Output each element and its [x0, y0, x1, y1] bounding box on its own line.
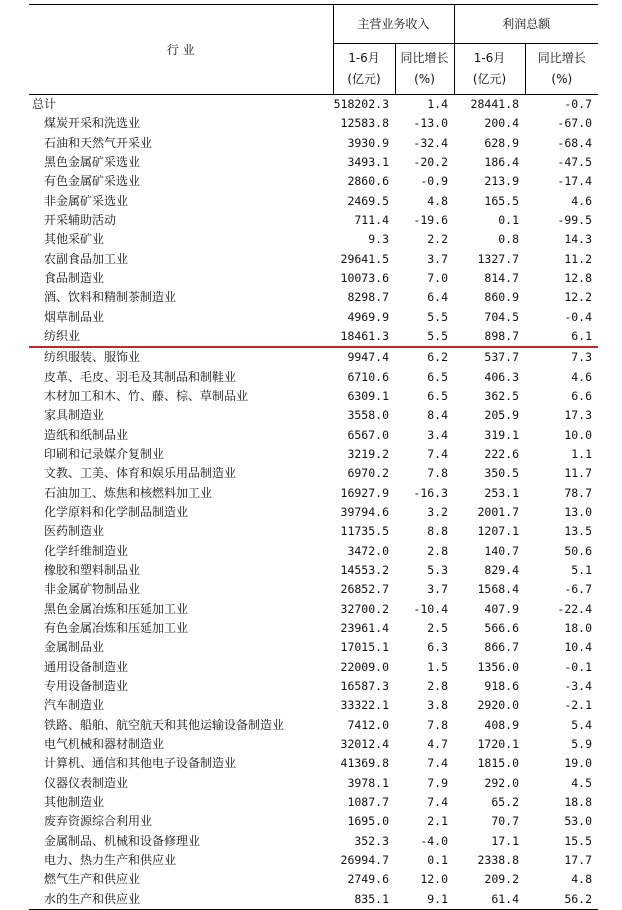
header-revenue-group: 主营业务收入	[333, 5, 454, 44]
table-row	[29, 696, 598, 715]
industry-name: 石油和天然气开采业	[44, 135, 153, 150]
revenue-value: 17015.1	[340, 640, 389, 655]
industry-name: 化学原料和化学制品制造业	[44, 505, 189, 520]
profit-growth-value: 17.3	[564, 408, 593, 423]
revenue-value: 12583.8	[340, 116, 389, 131]
profit-value: 898.7	[454, 327, 525, 347]
industry-name: 农副食品加工业	[44, 251, 129, 266]
profit-value: 2920.0	[477, 698, 520, 713]
profit-growth-value: 10.4	[564, 640, 593, 655]
revenue-growth-value: 3.4	[427, 427, 449, 442]
industry-name: 纺织业	[29, 327, 333, 347]
revenue-value: 7412.0	[347, 717, 389, 732]
industry-name: 家具制造业	[44, 408, 105, 423]
revenue-value: 26994.7	[340, 852, 389, 867]
industry-table-container	[29, 4, 598, 910]
profit-value: 213.9	[484, 174, 520, 189]
revenue-growth-value: 7.9	[427, 775, 449, 790]
revenue-value: 32012.4	[340, 736, 389, 751]
table-row	[29, 153, 598, 172]
industry-name: 汽车制造业	[44, 698, 105, 713]
profit-value: 350.5	[484, 466, 520, 481]
revenue-value: 6710.6	[347, 369, 389, 384]
revenue-value: 835.1	[333, 889, 395, 909]
profit-growth-value: 78.7	[564, 485, 593, 500]
table-row	[29, 831, 598, 850]
revenue-value: 2469.5	[347, 193, 389, 208]
revenue-growth-value: 2.8	[427, 543, 449, 558]
profit-value: 253.1	[484, 485, 520, 500]
header-profit-group: 利润总额	[454, 5, 598, 44]
profit-value: 628.9	[484, 135, 520, 150]
profit-growth-value: 17.7	[564, 852, 593, 867]
profit-growth-value: -6.7	[564, 582, 593, 597]
profit-growth-value: 5.4	[571, 717, 593, 732]
revenue-value: 6970.2	[347, 466, 389, 481]
table-row	[29, 192, 598, 211]
industry-name: 石油加工、炼焦和核燃料加工业	[44, 485, 213, 500]
profit-value: 319.1	[484, 427, 520, 442]
profit-value: 17.1	[491, 833, 520, 848]
profit-value: 408.9	[484, 717, 520, 732]
table-row	[29, 269, 598, 288]
profit-value: 704.5	[484, 309, 520, 324]
table-row	[29, 773, 598, 792]
profit-value: 406.3	[484, 369, 520, 384]
table-row	[29, 114, 598, 133]
revenue-value: 33322.1	[340, 698, 389, 713]
revenue-value: 3978.1	[347, 775, 389, 790]
profit-value: 209.2	[484, 872, 520, 887]
profit-value: 566.6	[484, 621, 520, 636]
profit-value: 1815.0	[477, 756, 520, 771]
table-row	[29, 503, 598, 522]
revenue-growth-value: 12.0	[420, 872, 449, 887]
profit-value: 1720.1	[477, 736, 520, 751]
header-revenue-growth	[395, 44, 454, 95]
revenue-growth-value: 7.8	[427, 466, 449, 481]
revenue-value: 10073.6	[340, 271, 389, 286]
profit-growth-value: 11.7	[564, 466, 593, 481]
profit-growth-value: 13.5	[564, 524, 593, 539]
profit-value: 200.4	[484, 116, 520, 131]
profit-value: 186.4	[484, 155, 520, 170]
profit-growth-value: -22.4	[557, 601, 593, 616]
industry-name: 煤炭开采和洗选业	[44, 116, 141, 131]
header-revenue-unit: (亿元)	[347, 72, 381, 86]
industry-name: 酒、饮料和精制茶制造业	[44, 290, 177, 305]
industry-name: 仪器仪表制造业	[44, 775, 129, 790]
table-body	[29, 95, 598, 910]
profit-growth-value: 4.6	[571, 193, 593, 208]
revenue-growth-value: -0.9	[420, 174, 449, 189]
revenue-growth-value: 7.4	[427, 447, 449, 462]
industry-name: 金属制品、机械和设备修理业	[44, 833, 201, 848]
industry-name: 电气机械和器材制造业	[44, 736, 165, 751]
header-revenue-period-label: 1-6月	[348, 51, 380, 65]
profit-growth-value: 4.6	[571, 369, 593, 384]
revenue-value: 18461.3	[333, 327, 395, 347]
table-row	[29, 735, 598, 754]
industry-name: 金属制品业	[44, 640, 105, 655]
revenue-value: 11735.5	[340, 524, 389, 539]
profit-growth-value: -99.5	[557, 213, 593, 228]
revenue-value: 3219.2	[347, 447, 389, 462]
profit-growth-value: -47.5	[557, 155, 593, 170]
profit-value: 407.9	[484, 601, 520, 616]
revenue-value: 711.4	[354, 213, 389, 228]
revenue-value: 8298.7	[347, 290, 389, 305]
profit-value: 222.6	[484, 447, 520, 462]
table-row	[29, 172, 598, 191]
industry-name: 橡胶和塑料制品业	[44, 563, 141, 578]
revenue-growth-value: 5.5	[427, 309, 449, 324]
table-row	[29, 522, 598, 541]
revenue-growth-value: 7.0	[427, 271, 449, 286]
industry-name: 食品制造业	[44, 271, 105, 286]
revenue-growth-value: 5.5	[395, 327, 454, 347]
revenue-growth-value: 1.5	[427, 659, 449, 674]
table-row	[29, 134, 598, 153]
profit-growth-value: 4.8	[571, 872, 593, 887]
revenue-growth-value: 5.3	[427, 563, 449, 578]
revenue-growth-value: 7.4	[427, 794, 449, 809]
profit-growth-value: -68.4	[557, 135, 593, 150]
industry-name: 非金属矿物制品业	[44, 582, 141, 597]
table-row	[29, 368, 598, 387]
industry-table	[29, 4, 598, 910]
table-row	[29, 793, 598, 812]
profit-growth-value: -17.4	[557, 174, 593, 189]
industry-name: 其他采矿业	[44, 232, 105, 247]
profit-value: 205.9	[484, 408, 520, 423]
profit-value: 0.1	[498, 213, 520, 228]
industry-name: 化学纤维制造业	[44, 543, 129, 558]
header-revenue-growth-label: 同比增长	[400, 51, 449, 65]
profit-growth-value: -2.1	[564, 698, 593, 713]
profit-value: 2338.8	[477, 852, 520, 867]
revenue-growth-value: 3.7	[427, 251, 449, 266]
profit-value: 292.0	[484, 775, 520, 790]
industry-name: 造纸和纸制品业	[44, 427, 129, 442]
table-row	[29, 677, 598, 696]
revenue-value: 1695.0	[347, 814, 389, 829]
profit-growth-value: 15.5	[564, 833, 593, 848]
revenue-value: 14553.2	[340, 563, 389, 578]
table-row	[29, 619, 598, 638]
profit-growth-value: 11.2	[564, 251, 593, 266]
profit-growth-value: 14.3	[564, 232, 593, 247]
revenue-growth-value: -20.2	[413, 155, 449, 170]
profit-growth-value: 12.2	[564, 290, 593, 305]
header-revenue-growth-unit: (%)	[414, 72, 435, 86]
revenue-value: 518202.3	[333, 97, 389, 112]
revenue-value: 26852.7	[340, 582, 389, 597]
header-revenue-period	[333, 44, 395, 95]
table-row	[29, 889, 598, 909]
revenue-growth-value: 7.8	[427, 717, 449, 732]
table-row	[29, 426, 598, 445]
profit-growth-value: 6.6	[571, 389, 593, 404]
table-row	[29, 716, 598, 735]
table-row	[29, 347, 598, 367]
revenue-growth-value: -19.6	[413, 213, 449, 228]
table-row	[29, 600, 598, 619]
table-row	[29, 445, 598, 464]
profit-value: 2001.7	[477, 505, 520, 520]
header-profit-unit: (亿元)	[472, 72, 507, 86]
profit-value: 829.4	[484, 563, 520, 578]
revenue-growth-value: 3.7	[427, 582, 449, 597]
revenue-value: 2860.6	[347, 174, 389, 189]
profit-growth-value: 6.1	[525, 327, 598, 347]
profit-growth-value: 18.8	[564, 794, 593, 809]
profit-growth-value: -0.7	[564, 97, 593, 112]
revenue-growth-value: -32.4	[413, 135, 449, 150]
revenue-growth-value: 6.5	[427, 369, 449, 384]
revenue-growth-value: 2.8	[427, 679, 449, 693]
industry-name: 黑色金属矿采选业	[44, 155, 141, 170]
industry-name: 非金属矿采选业	[44, 193, 129, 208]
industry-name: 纺织服装、服饰业	[44, 350, 141, 365]
revenue-value: 29641.5	[340, 251, 389, 266]
revenue-growth-value: 2.1	[427, 814, 449, 829]
profit-growth-value: 18.0	[564, 621, 593, 636]
profit-growth-value: 12.8	[564, 271, 593, 286]
profit-value: 1327.7	[477, 251, 520, 266]
revenue-growth-value: 3.2	[427, 505, 449, 520]
industry-name: 开采辅助活动	[44, 213, 117, 228]
revenue-value: 6567.0	[347, 427, 389, 442]
revenue-value: 39794.6	[340, 505, 389, 520]
header-profit-growth	[525, 44, 598, 95]
revenue-value: 1087.7	[347, 794, 389, 809]
profit-value: 70.7	[491, 814, 520, 829]
revenue-growth-value: -16.3	[413, 485, 449, 500]
profit-value: 165.5	[484, 193, 520, 208]
table-row	[29, 250, 598, 269]
industry-name: 医药制造业	[44, 524, 105, 539]
profit-growth-value: -3.4	[564, 679, 593, 693]
profit-growth-value: 50.6	[564, 543, 593, 558]
revenue-growth-value: 2.2	[427, 232, 449, 247]
profit-value: 61.4	[454, 889, 525, 909]
table-row	[29, 638, 598, 657]
industry-name: 文教、工美、体育和娱乐用品制造业	[44, 466, 237, 481]
industry-name: 水的生产和供应业	[29, 889, 333, 909]
revenue-value: 22009.0	[340, 659, 389, 674]
industry-name: 计算机、通信和其他电子设备制造业	[44, 756, 237, 771]
profit-value: 866.7	[484, 640, 520, 655]
profit-growth-value: 7.3	[571, 350, 593, 365]
revenue-growth-value: 9.1	[395, 889, 454, 909]
table-row	[29, 308, 598, 327]
profit-value: 537.7	[484, 350, 520, 365]
revenue-value: 3472.0	[347, 543, 389, 558]
industry-name: 有色金属矿采选业	[44, 174, 141, 189]
profit-value: 65.2	[491, 794, 520, 809]
revenue-value: 9.3	[368, 232, 389, 247]
table-row	[29, 95, 598, 115]
revenue-value: 352.3	[354, 833, 389, 848]
table-row	[29, 542, 598, 561]
table-row	[29, 812, 598, 831]
profit-value: 814.7	[484, 271, 520, 286]
industry-name: 电力、热力生产和供应业	[44, 852, 177, 867]
revenue-value: 23961.4	[340, 621, 389, 636]
revenue-value: 3930.9	[347, 135, 389, 150]
table-row	[29, 851, 598, 870]
revenue-growth-value: 0.1	[427, 852, 449, 867]
profit-value: 28441.8	[470, 97, 520, 112]
industry-name: 印刷和记录媒介复制业	[44, 447, 165, 462]
revenue-value: 4969.9	[347, 309, 389, 324]
profit-growth-value: -67.0	[557, 116, 593, 131]
header-industry: 行 业	[29, 5, 333, 95]
profit-growth-value: 1.1	[571, 447, 593, 462]
table-row	[29, 230, 598, 249]
industry-name: 通用设备制造业	[44, 659, 129, 674]
table-row	[29, 561, 598, 580]
revenue-value: 9947.4	[347, 350, 389, 365]
profit-growth-value: 13.0	[564, 505, 593, 520]
table-row	[29, 658, 598, 677]
table-row	[29, 484, 598, 503]
profit-growth-value: -0.1	[564, 659, 593, 674]
revenue-growth-value: -10.4	[413, 601, 449, 616]
revenue-value: 6309.1	[347, 389, 389, 404]
revenue-growth-value: 2.5	[427, 621, 449, 636]
profit-value: 0.8	[498, 232, 520, 247]
revenue-value: 3558.0	[347, 408, 389, 423]
table-row	[29, 211, 598, 230]
revenue-value: 41369.8	[340, 756, 389, 771]
revenue-growth-value: 6.4	[427, 290, 449, 305]
profit-growth-value: 53.0	[564, 814, 593, 829]
table-row	[29, 387, 598, 406]
profit-value: 140.7	[484, 543, 520, 558]
industry-name: 烟草制品业	[44, 309, 105, 324]
header-profit-period	[454, 44, 525, 95]
revenue-growth-value: 7.4	[427, 756, 449, 771]
industry-name: 专用设备制造业	[44, 679, 129, 693]
revenue-growth-value: 6.5	[427, 389, 449, 404]
revenue-value: 2749.6	[347, 872, 389, 887]
profit-value: 860.9	[484, 290, 520, 305]
revenue-growth-value: -4.0	[420, 833, 449, 848]
industry-name: 总计	[32, 97, 57, 112]
profit-growth-value: 5.9	[571, 736, 593, 751]
table-row	[29, 754, 598, 773]
profit-growth-value: -0.4	[564, 309, 593, 324]
header-profit-growth-label: 同比增长	[537, 51, 586, 65]
profit-value: 362.5	[484, 389, 520, 404]
revenue-value: 3493.1	[347, 155, 389, 170]
revenue-value: 32700.2	[340, 601, 389, 616]
revenue-growth-value: 4.8	[427, 193, 449, 208]
profit-growth-value: 19.0	[564, 756, 593, 771]
profit-growth-value: 10.0	[564, 427, 593, 442]
industry-name: 废弃资源综合利用业	[44, 814, 153, 829]
industry-name: 木材加工和木、竹、藤、棕、草制品业	[44, 389, 249, 404]
header-profit-growth-unit: (%)	[551, 72, 573, 86]
profit-growth-value: 4.5	[571, 775, 593, 790]
profit-value: 1207.1	[477, 524, 520, 539]
revenue-value: 16587.3	[340, 679, 389, 693]
revenue-growth-value: 8.4	[427, 408, 449, 423]
profit-growth-value: 56.2	[525, 889, 598, 909]
industry-name: 其他制造业	[44, 794, 105, 809]
table-row	[29, 870, 598, 889]
industry-name: 皮革、毛皮、羽毛及其制品和制鞋业	[44, 369, 237, 384]
revenue-growth-value: 6.2	[427, 350, 449, 365]
table-row	[29, 288, 598, 307]
revenue-growth-value: 8.8	[427, 524, 449, 539]
table-row	[29, 406, 598, 425]
revenue-growth-value: 4.7	[427, 736, 449, 751]
industry-name: 黑色金属冶炼和压延加工业	[44, 601, 189, 616]
profit-value: 1356.0	[477, 659, 520, 674]
industry-name: 有色金属冶炼和压延加工业	[44, 621, 189, 636]
revenue-growth-value: 1.4	[427, 97, 449, 112]
profit-value: 1568.4	[477, 582, 520, 597]
profit-value: 918.6	[484, 679, 520, 693]
table-row	[29, 327, 598, 347]
revenue-growth-value: 3.8	[427, 698, 449, 713]
table-row	[29, 464, 598, 483]
industry-name: 铁路、船舶、航空航天和其他运输设备制造业	[44, 717, 285, 732]
industry-name: 燃气生产和供应业	[44, 872, 141, 887]
revenue-value: 16927.9	[340, 485, 389, 500]
table-row	[29, 580, 598, 599]
revenue-growth-value: 6.3	[427, 640, 449, 655]
revenue-growth-value: -13.0	[413, 116, 449, 131]
header-profit-period-label: 1-6月	[473, 51, 506, 65]
profit-growth-value: 5.1	[571, 563, 593, 578]
